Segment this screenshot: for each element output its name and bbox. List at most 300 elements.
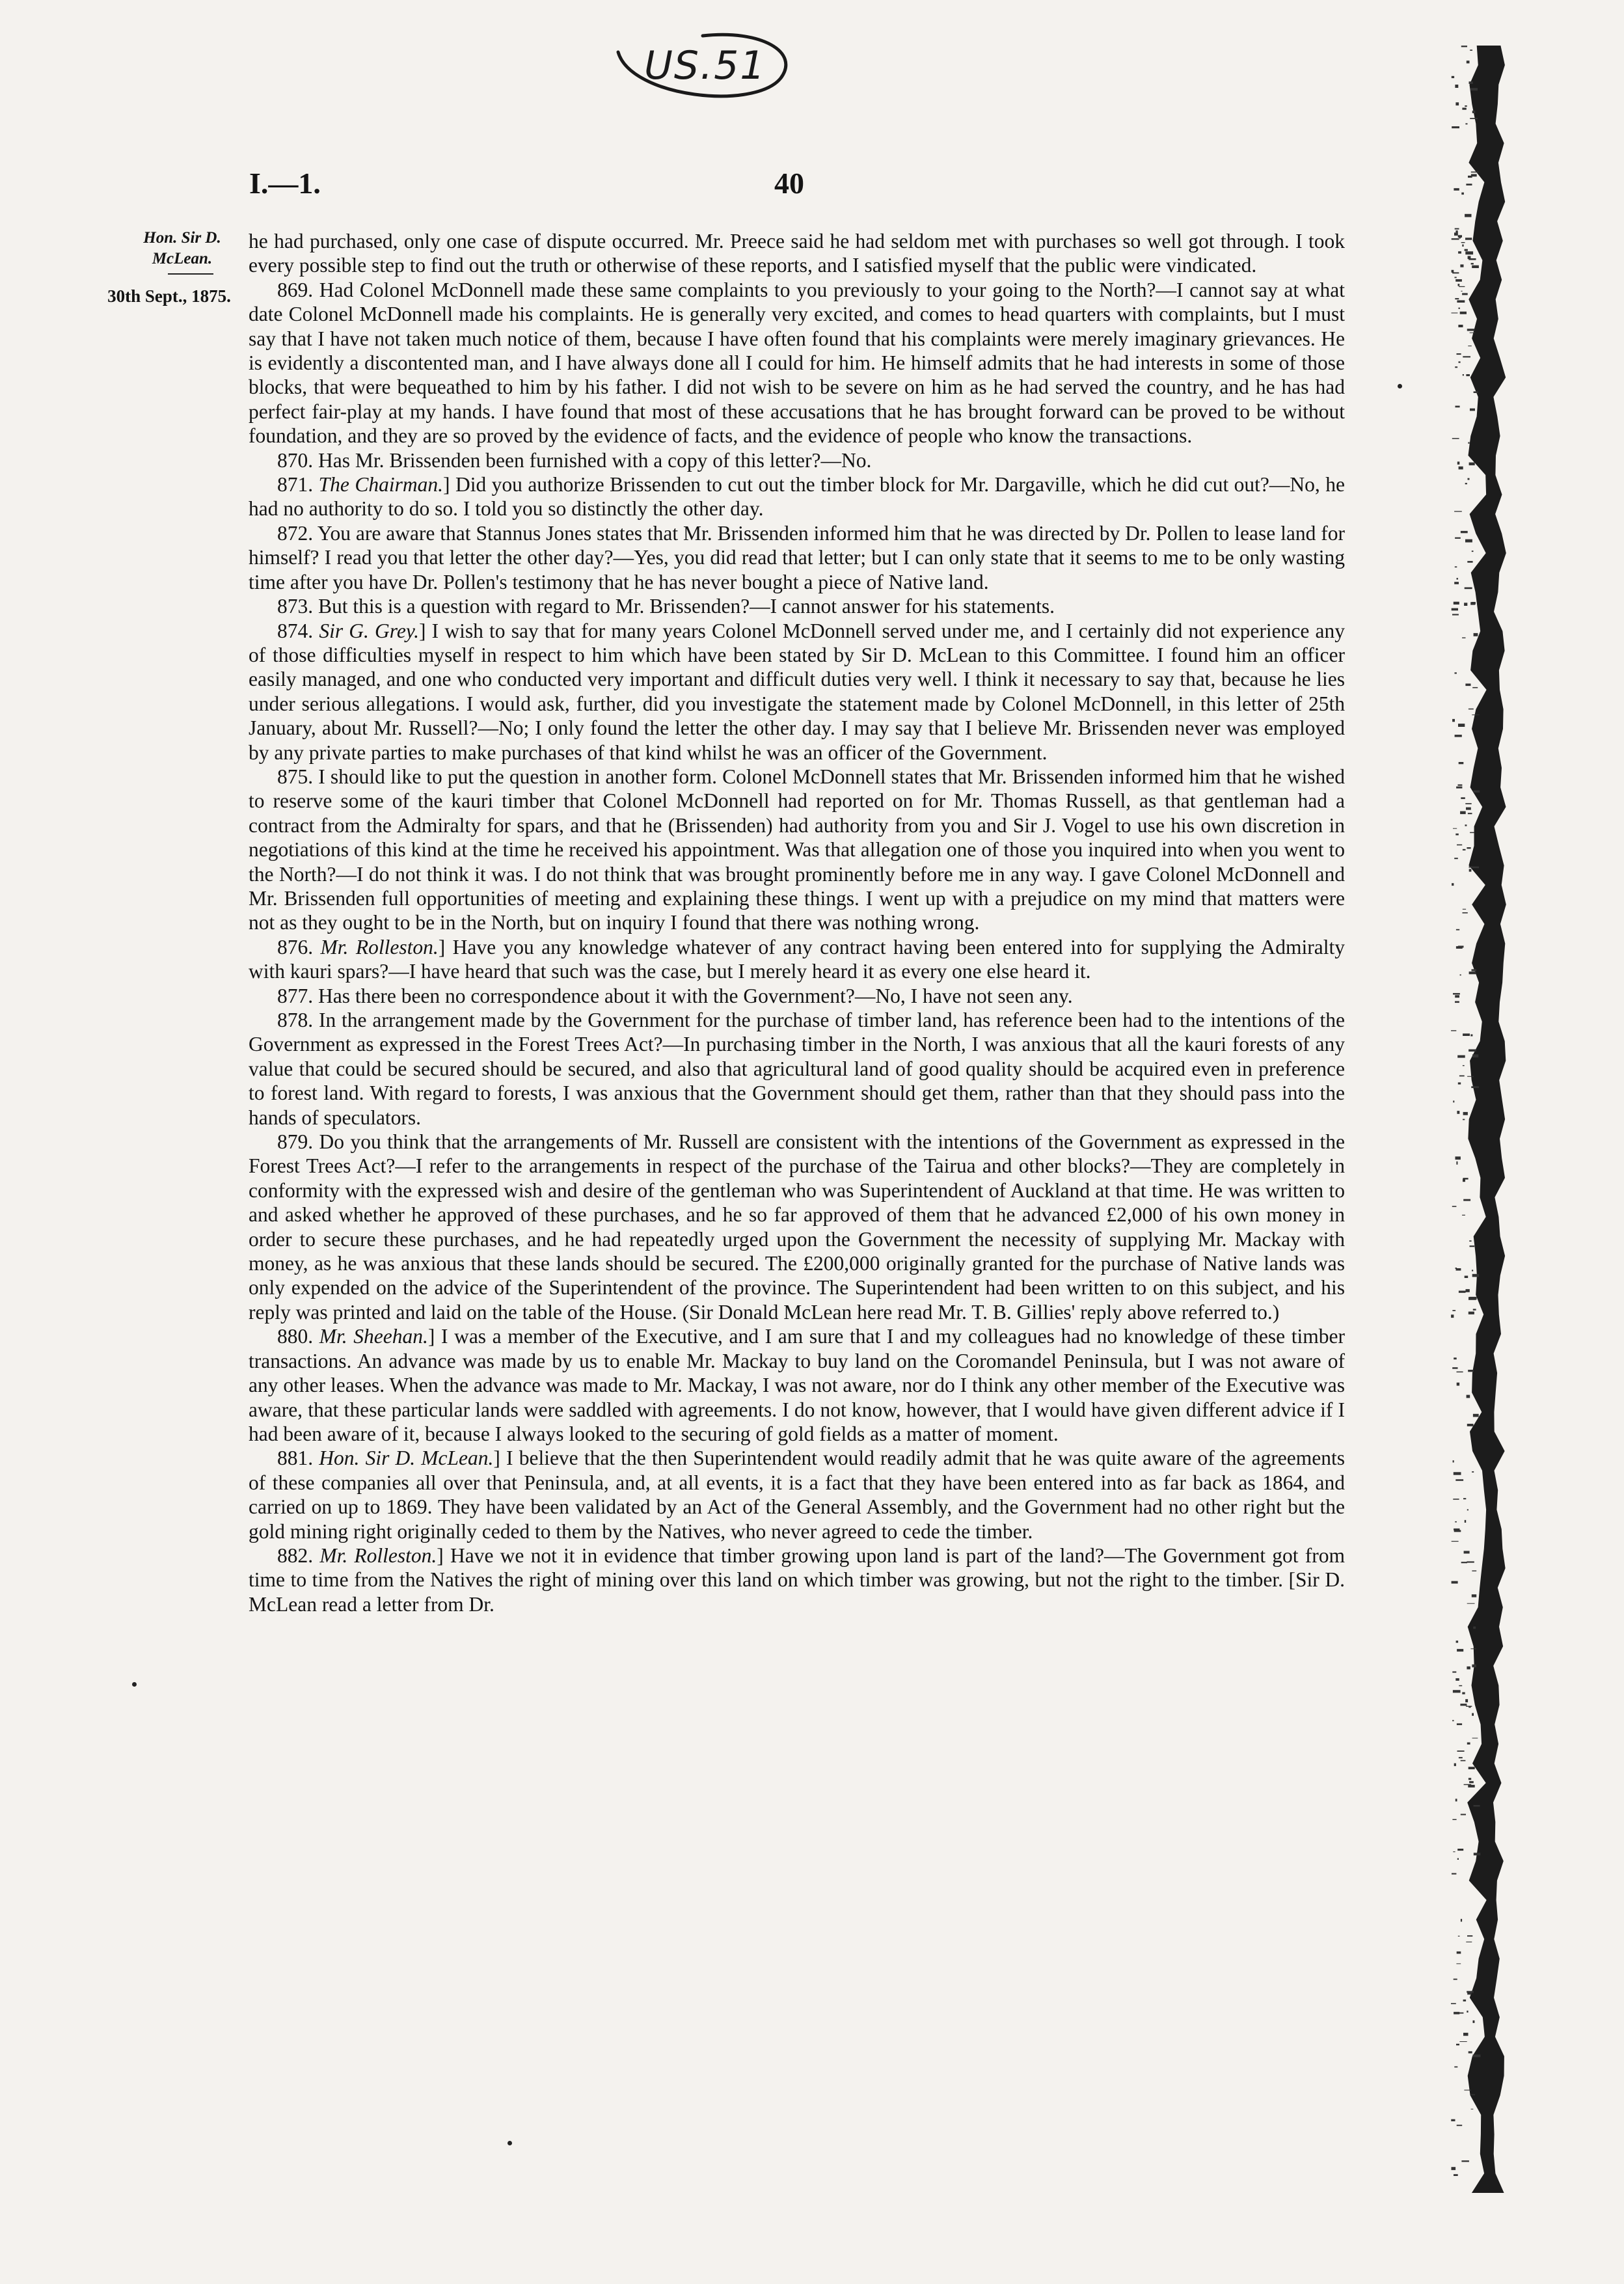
scan-edge-speck xyxy=(1467,1743,1470,1745)
scan-edge-speck xyxy=(1453,1100,1454,1102)
scan-edge-speck xyxy=(1472,687,1478,688)
scan-edge-speck xyxy=(1454,232,1458,236)
scan-edge-speck xyxy=(1463,1033,1470,1036)
scan-edge-speck xyxy=(1466,184,1472,185)
scan-edge-speck xyxy=(1465,824,1467,826)
scan-edge-speck xyxy=(1455,366,1457,368)
scan-edge-speck xyxy=(1452,76,1454,78)
scan-edge-speck xyxy=(1454,858,1458,859)
scan-edge-speck xyxy=(1467,1561,1474,1562)
scan-edge-speck xyxy=(1474,1805,1480,1807)
scan-edge-speck xyxy=(1469,972,1476,974)
scan-edge-speck xyxy=(1471,174,1477,177)
scan-edge-speck xyxy=(1469,463,1475,466)
annotation-text: US.51 xyxy=(644,43,766,88)
scan-edge-speck xyxy=(1472,969,1477,971)
scan-edge-speck xyxy=(1454,1529,1459,1530)
paragraph-text: ] I was a member of the Executive, and I am sure that I and my colleagues had no knowledge of these timber transactions. An advance was made by us to enable Mr. Mackay to buy land on the Coromandel Peninsula, but I was not aware of any other leases. When the advance was made to Mr. Mackay, I was not aware, nor do I think any other member of the Executive was aware, that these particular lands were saddled with agreements. I do not know, however, that I would have given different advice if I had been aware of it, because I always looked to the securing of gold fields as a matter of moment. xyxy=(249,1325,1345,1445)
scan-edge-speck xyxy=(1458,1082,1461,1084)
scan-edge-speck xyxy=(1454,582,1459,584)
paragraph-text: 875. I should like to put the question in another form. Colonel McDonnell states that Mr. Brissenden informed him that he wished to reserve some of the kauri timber that Colonel McDonnell had reported on for Mr. Thomas Russell, as that gentleman had a contract from the Admiralty for spars, and that he (Brissenden) had authority from you and Sir J. Vogel to use his own discretion in negotiations of this kind at the time he received his appointment. Was that allegation one of those you inquired into when you went to the North?—I do not think it was. I do not think that was brought prominently before me in any way. I gave Colonel McDonnell and Mr. Brissenden full opportunities of meeting and explaining these things. I went up with a prejudice on my mind that matters were not as they ought to be in the North, but on inquiry I found that there was nothing wrong. xyxy=(249,765,1345,934)
paragraph-text: ] Did you authorize Brissenden to cut out the timber block for Mr. Dargaville, which he did cut out?—No, he had no authority to do so. I told you so distinctly the other day. xyxy=(249,473,1345,521)
scan-edge-speck xyxy=(1470,409,1475,411)
scan-edge-speck xyxy=(1455,672,1457,673)
scan-edge-speck xyxy=(1455,102,1459,105)
scan-edge-speck xyxy=(1461,1760,1466,1761)
speaker-name: Mr. Rolleston. xyxy=(319,1543,437,1567)
question-number: 874. xyxy=(277,619,319,642)
scan-edge-speck xyxy=(1464,1551,1470,1553)
scan-edge-speck xyxy=(1452,126,1459,128)
scan-edge-speck xyxy=(1457,300,1465,303)
scan-edge-speck xyxy=(1458,784,1463,785)
margin-note xyxy=(85,228,260,306)
scan-edge-path xyxy=(1467,46,1506,2193)
scan-edge-speck xyxy=(1455,1521,1457,1523)
scan-edge-speck xyxy=(1460,974,1461,975)
scan-edge-speck xyxy=(1473,1627,1476,1629)
scan-edge-speck xyxy=(1452,438,1459,439)
scan-edge-speck xyxy=(1473,791,1480,793)
scan-edge-speck xyxy=(1460,811,1466,815)
scan-edge-speck xyxy=(1457,1383,1459,1386)
scan-edge-speck xyxy=(1464,1784,1472,1785)
scan-edge-speck xyxy=(1459,1291,1466,1293)
scan-edge-speck xyxy=(1459,467,1463,470)
scan-edge-speck xyxy=(1466,808,1471,810)
scan-edge-speck xyxy=(1459,762,1464,764)
scan-edge-speck xyxy=(1474,1853,1481,1855)
scan-edge-speck xyxy=(1453,1690,1461,1693)
scan-edge-speck xyxy=(1451,2003,1456,2004)
scan-edge-speck xyxy=(1472,1738,1478,1739)
scan-edge-speck xyxy=(1452,238,1459,239)
scan-edge-speck xyxy=(1469,867,1474,868)
speaker-name: Hon. Sir D. McLean. xyxy=(319,1447,494,1470)
scan-edge-speck xyxy=(1461,46,1467,47)
scan-edge-speck xyxy=(1455,1156,1461,1160)
page-number: 40 xyxy=(774,167,804,200)
scan-edge-speck xyxy=(1461,242,1465,243)
scan-edge-speck xyxy=(1468,258,1476,260)
scan-edge-speck xyxy=(1468,1785,1474,1788)
scan-edge-speck xyxy=(1457,1750,1465,1752)
question-number: 876. xyxy=(277,935,321,958)
scan-edge-speck xyxy=(1460,1704,1467,1706)
scan-edge-speck xyxy=(1455,1268,1457,1269)
scan-edge-speck xyxy=(1456,1640,1459,1642)
scan-edge-speck xyxy=(1472,1570,1476,1571)
scan-edge-speck xyxy=(1473,1309,1476,1310)
scan-edge-speck xyxy=(1467,1424,1474,1426)
scan-edge-speck xyxy=(1469,869,1472,871)
scan-edge-speck xyxy=(1454,188,1459,191)
scan-edge-speck xyxy=(1452,1541,1459,1542)
scan-edge-speck xyxy=(1465,539,1472,543)
scan-edge-speck xyxy=(1454,1472,1461,1475)
scan-edge-speck xyxy=(1455,1479,1463,1481)
question-number: 882. xyxy=(277,1543,320,1567)
scan-edge-speck xyxy=(1469,1240,1471,1242)
scan-edge-speck xyxy=(1452,272,1459,273)
scan-edge-speck xyxy=(1457,1723,1462,1725)
scan-edge-speck xyxy=(1455,298,1459,299)
scan-edge-speck xyxy=(1458,1936,1460,1937)
paragraph-text: ] I believe that the then Superintendent would readily admit that he was quite aware of the agreements of these companies all over that Peninsula, and, at all events, it is a fact that they have been entered into as far back as 1864, and carried on up to 1869. They have been validated by an Act of the General Assembly, and the Government had no other right but the gold mining right originally ceded to them by the Natives, who never agreed to cede the timber. xyxy=(249,1447,1346,1543)
paragraph-text: 877. Has there been no correspondence about it with the Government?—No, I have not seen any. xyxy=(277,984,1073,1007)
scan-edge-speck xyxy=(1459,286,1465,287)
paragraph-text: ] I wish to say that for many years Colonel McDonnell served under me, and I certainly did not experience any of those difficulties myself in respect to him which have been stated by Sir D. McLean to this Committee. I found him an officer easily managed, and one who conducted very important and difficult duties very well. I think it necessary to say that, because he lies under serious allegations. I would ask, further, did you investigate the statement made by Colonel McDonnell, in this letter of 25th January, about Mr. Russell?—No; I only found the letter the other day. I may say that I believe Mr. Brissenden never was employed by any private parties to make purchases of that kind whilst he was an officer of the Government. xyxy=(249,619,1346,764)
scan-edge-speck xyxy=(1452,1206,1457,1207)
scan-edge-speck xyxy=(1471,172,1479,173)
scan-edge-speck xyxy=(1457,578,1459,579)
scan-edge-speck xyxy=(1468,1050,1476,1052)
evidence-text xyxy=(249,229,1345,1616)
scan-edge-speck xyxy=(1456,1963,1461,1964)
scan-edge-speck xyxy=(1474,633,1478,636)
paragraph-text: 878. In the arrangement made by the Government for the purchase of timber land, has reference been had to the intentions of the Government as expressed in the Forest Trees Act?—In purchasing timber in the North, I was anxious that all the kauri forests of any value that could be secured should be secured, and also that agricultural land of good quality should be acquired even in preference to forest land. With regard to forests, I was anxious that the Government should get them, rather than that they should pass into the hands of speculators. xyxy=(249,1009,1345,1129)
scan-edge-speck xyxy=(1459,1757,1463,1758)
scan-edge-speck xyxy=(1470,1297,1477,1299)
scan-edge-speck xyxy=(1473,1414,1479,1417)
scan-edge-speck xyxy=(1452,312,1458,313)
scan-edge-speck xyxy=(1472,1274,1480,1277)
evidence-paragraph xyxy=(249,594,1345,618)
scan-edge-speck xyxy=(1463,1119,1465,1121)
scan-edge-speck xyxy=(1462,1215,1465,1216)
scan-edge-speck xyxy=(1470,1035,1472,1037)
scan-speck xyxy=(508,2141,512,2145)
scan-edge-speck xyxy=(1454,602,1459,605)
scan-edge-speck xyxy=(1452,270,1454,273)
evidence-paragraph xyxy=(249,1130,1345,1324)
scan-edge-speck xyxy=(1452,1873,1456,1875)
scan-edge-speck xyxy=(1472,867,1479,869)
scan-edge-speck xyxy=(1465,588,1472,590)
scan-edge-speck xyxy=(1465,483,1467,484)
scan-edge-speck xyxy=(1455,228,1459,230)
scan-edge-speck xyxy=(1452,1310,1455,1311)
scan-edge-speck xyxy=(1452,883,1454,886)
margin-date: 30th Sept., 1875. xyxy=(107,286,231,306)
evidence-paragraph xyxy=(249,1543,1345,1616)
scan-edge-speck xyxy=(1456,1162,1457,1165)
scan-edge-speck xyxy=(1470,1648,1476,1649)
scan-edge-speck xyxy=(1457,1055,1465,1058)
scan-edge-speck xyxy=(1452,1367,1457,1369)
evidence-paragraph xyxy=(249,448,1345,472)
scan-edge-speck xyxy=(1452,2167,1456,2170)
scan-edge-speck xyxy=(1454,2012,1459,2015)
scan-edge-speck xyxy=(1452,719,1455,722)
scan-edge-speck xyxy=(1463,2000,1467,2002)
scan-edge-speck xyxy=(1470,49,1472,51)
speaker-name: Mr. Rolleston. xyxy=(320,935,439,958)
evidence-paragraph xyxy=(249,472,1345,521)
scan-edge-speck xyxy=(1451,1030,1456,1031)
scan-edge-speck xyxy=(1468,2051,1472,2053)
scan-edge-speck xyxy=(1461,1919,1462,1922)
scan-edge-speck xyxy=(1461,797,1465,799)
scan-edge-speck xyxy=(1455,566,1457,567)
scan-edge-speck xyxy=(1463,1179,1465,1182)
scan-edge-speck xyxy=(1457,461,1460,465)
scan-edge-speck xyxy=(1472,1270,1473,1271)
scan-edge-speck xyxy=(1462,245,1463,247)
document-reference: I.—1. xyxy=(249,167,321,200)
scan-edge-speck xyxy=(1472,602,1476,605)
scan-edge-speck xyxy=(1470,88,1478,90)
scan-edge-speck xyxy=(1456,787,1462,789)
scan-edge-speck xyxy=(1468,478,1470,480)
scan-edge-speck xyxy=(1453,828,1457,829)
scan-edge-shadow xyxy=(1448,46,1509,2193)
scan-edge-speck xyxy=(1455,279,1462,282)
scan-edge-speck xyxy=(1453,1851,1455,1852)
scan-edge-speck xyxy=(1473,2020,1475,2023)
scan-speck xyxy=(132,1682,137,1687)
scan-edge-speck xyxy=(1463,849,1466,850)
scan-edge-speck xyxy=(1468,709,1474,710)
scan-edge-speck xyxy=(1470,118,1478,119)
scan-edge-speck xyxy=(1467,1395,1470,1398)
scan-edge-speck xyxy=(1460,312,1467,314)
scan-edge-speck xyxy=(1455,834,1459,836)
scan-edge-speck xyxy=(1461,531,1468,533)
scan-edge-speck xyxy=(1472,1054,1478,1057)
scan-edge-speck xyxy=(1458,251,1461,254)
scan-edge-speck xyxy=(1463,374,1464,375)
scan-edge-speck xyxy=(1457,1372,1463,1373)
scan-edge-speck xyxy=(1468,442,1469,443)
scan-edge-speck xyxy=(1467,61,1470,63)
scan-edge-speck xyxy=(1459,2013,1463,2014)
scan-edge-speck xyxy=(1467,561,1472,563)
scan-edge-speck xyxy=(1461,2160,1469,2162)
scan-edge-speck xyxy=(1461,1814,1466,1815)
evidence-paragraph xyxy=(249,521,1345,594)
scan-edge-speck xyxy=(1467,329,1475,331)
scan-edge-speck xyxy=(1468,1778,1471,1780)
scan-edge-speck xyxy=(1454,1357,1457,1359)
scan-edge-speck xyxy=(1463,1199,1470,1201)
scan-edge-speck xyxy=(1460,264,1463,267)
scan-edge-speck xyxy=(1451,2119,1455,2121)
evidence-paragraph xyxy=(249,765,1345,935)
scan-edge-speck xyxy=(1454,2174,1458,2176)
scan-edge-speck xyxy=(1472,265,1479,268)
scan-edge-speck xyxy=(1457,1111,1459,1114)
evidence-paragraph xyxy=(249,935,1345,984)
scan-edge-speck xyxy=(1464,603,1467,606)
margin-rule xyxy=(168,273,213,275)
question-number: 880. xyxy=(277,1325,319,1348)
scan-edge-speck xyxy=(1452,614,1459,616)
scan-edge-speck xyxy=(1452,1672,1456,1673)
scan-edge-speck xyxy=(1455,995,1459,998)
scan-edge-speck xyxy=(1452,608,1458,611)
scan-edge-speck xyxy=(1456,2044,1459,2046)
scan-edge-speck xyxy=(1465,1276,1468,1279)
scan-edge-speck xyxy=(1457,1849,1463,1851)
question-number: 871. xyxy=(277,473,319,496)
scan-edge-speck xyxy=(1463,1498,1466,1499)
scan-edge-speck xyxy=(1461,291,1463,292)
scan-edge-speck xyxy=(1454,1979,1457,1980)
scan-edge-speck xyxy=(1467,1935,1472,1937)
scan-edge-speck xyxy=(1471,263,1474,264)
paragraph-text: ] Have we not it in evidence that timber growing upon land is part of the land?—The Government got from time to time from the Natives the right of mining over this land on which timber was growing, but not the right to the timber. [Sir D. McLean read a letter from Dr. xyxy=(249,1543,1345,1616)
scan-edge-speck xyxy=(1455,1678,1459,1681)
scan-edge-speck xyxy=(1471,1086,1479,1088)
paragraph-text: 879. Do you think that the arrangements of Mr. Russell are consistent with the intentions of the Government as expressed in the Forest Trees Act?—I refer to the arrangements in respect of the purchase of the Tairua and other blocks?—They are completely in conformity with the expressed wish and desire of the gentleman who was Superintendent of Auckland at that time. He was written to and asked whether he approved of these purchases, and he so far approved of them that he advanced £2,000 of his own money in order to secure these purchases, and he had repeatedly urged upon the Government the necessity of supplying Mr. Mackay with money, as he was anxious that these lands should be secured. The £200,000 originally granted for the purchase of Native lands was only expended on the advice of the Superintendent of the province. The Superintendent had been written to on this subject, and his reply was printed and laid on the table of the House. (Sir Donald McLean here read Mr. T. B. Gillies' reply above referred to.) xyxy=(249,1130,1345,1324)
margin-speaker: Hon. Sir D. McLean. xyxy=(143,229,221,267)
scan-edge-speck xyxy=(1458,308,1460,309)
scan-edge-speck xyxy=(1452,1720,1454,1721)
scan-edge-speck xyxy=(1455,1001,1459,1003)
scan-edge-speck xyxy=(1458,945,1464,947)
scan-edge-speck xyxy=(1454,1763,1456,1766)
scan-edge-speck xyxy=(1451,1314,1454,1318)
handwritten-annotation xyxy=(605,26,800,117)
scan-edge-speck xyxy=(1466,1289,1470,1292)
scan-edge-speck xyxy=(1455,1799,1457,1801)
scan-edge-speck xyxy=(1467,1076,1474,1077)
paragraph-text: 872. You are aware that Stannus Jones states that Mr. Brissenden informed him that he was directed by Dr. Pollen to lease land for himself? I read you that letter the other day?—Yes, you did read that letter; but I can only state that it seems to me to be only wasting time after you have Dr. Pollen's testimony that he has never bought a piece of Native land. xyxy=(249,521,1345,593)
paragraph-text: he had purchased, only one case of dispute occurred. Mr. Preece said he had seldom met with purchases so well got through. I took every possible step to find out the truth or otherwise of these reports, and I satisfied myself that the public were vindicated. xyxy=(249,230,1345,277)
scan-edge-speck xyxy=(1459,1685,1462,1687)
scan-edge-speck xyxy=(1465,251,1473,254)
scan-edge-speck xyxy=(1457,1951,1461,1954)
scan-edge-speck xyxy=(1459,1076,1465,1077)
paragraph-text: ] Have you any knowledge whatever of any contract having been entered into for supplying the Admiralty with kauri spars?—I have heard that such was the case, but I merely heard it as every one else heard it. xyxy=(249,935,1345,983)
evidence-paragraph xyxy=(249,229,1345,278)
scan-edge-speck xyxy=(1466,374,1470,376)
speaker-name: The Chairman. xyxy=(318,473,443,496)
evidence-paragraph xyxy=(249,619,1345,765)
evidence-paragraph xyxy=(249,984,1345,1008)
paragraph-text: 873. But this is a question with regard to Mr. Brissenden?—I cannot answer for his statements. xyxy=(277,595,1055,618)
scan-edge-speck xyxy=(1471,2094,1475,2095)
scan-edge-speck xyxy=(1467,1509,1468,1510)
scan-edge-speck xyxy=(1467,1603,1475,1604)
scan-edge-speck xyxy=(1472,714,1480,715)
scan-edge-speck xyxy=(1472,111,1476,113)
scan-edge-speck xyxy=(1461,193,1464,195)
speaker-name: Sir G. Grey. xyxy=(319,619,419,642)
scan-edge-speck xyxy=(1465,684,1470,687)
scan-edge-speck xyxy=(1454,2067,1457,2068)
scan-edge-speck xyxy=(1468,1767,1475,1769)
scan-edge-speck xyxy=(1472,551,1474,552)
scan-edge-speck xyxy=(1472,1471,1474,1473)
evidence-paragraph xyxy=(249,278,1345,448)
scan-edge-speck xyxy=(1465,1699,1468,1702)
scan-edge-speck xyxy=(1461,1562,1467,1563)
scan-edge-speck xyxy=(1453,1499,1459,1500)
scan-edge-speck xyxy=(1458,325,1463,327)
scan-edge-speck xyxy=(1457,845,1462,846)
scan-edge-speck xyxy=(1472,1713,1474,1716)
scan-edge-speck xyxy=(1468,1370,1474,1372)
scan-edge-speck xyxy=(1453,993,1460,994)
scan-edge-speck xyxy=(1467,2011,1468,2013)
scan-edge-speck xyxy=(1465,238,1472,239)
scan-edge-speck xyxy=(1468,1706,1470,1708)
scan-edge-speck xyxy=(1455,537,1461,539)
scan-edge-speck xyxy=(1470,1245,1475,1247)
scan-edge-speck xyxy=(1462,293,1468,295)
scan-edge-speck xyxy=(1455,277,1457,279)
scan-edge-speck xyxy=(1452,1581,1458,1584)
scan-edge-speck xyxy=(1463,1112,1468,1115)
scan-edge-speck xyxy=(1472,1594,1476,1597)
scan-edge-speck xyxy=(1465,249,1468,251)
scan-edge-speck xyxy=(1467,1666,1470,1670)
scan-edge-speck xyxy=(1463,909,1466,910)
scan-edge-speck xyxy=(1457,353,1461,355)
scan-edge-speck xyxy=(1458,724,1465,727)
scan-edge-speck xyxy=(1459,238,1461,239)
paragraph-text: 869. Had Colonel McDonnell made these same complaints to you previously to your going to the North?—I cannot say at what date Colonel McDonnell made his complaints. He is generally very excited, and comes to head quarters with complaints, but I must say that I have not taken much notice of them, because I have often found that his complaints were merely imaginary grievances. He is evidently a discontented man, and I have always done all I could for him. He himself admits that he had interests in some of those blocks, that were bequeathed to him by his father. I did not wish to be severe on him as he had served the country, and he has had perfect fair-play at my hands. I have found that most of these accusations that he has brought forward can be proved to be without foundation, and they are so proved by the evidence of facts, and the evidence of people who know the transactions. xyxy=(249,278,1345,448)
scan-edge-speck xyxy=(1463,912,1468,914)
scan-edge-speck xyxy=(1465,105,1467,107)
evidence-paragraph xyxy=(249,1324,1345,1446)
evidence-paragraph xyxy=(249,1008,1345,1130)
scan-edge-speck xyxy=(1469,1781,1474,1783)
scan-edge-speck xyxy=(1456,929,1459,931)
scan-edge-speck xyxy=(1457,2125,1463,2126)
scan-edge-speck xyxy=(1465,214,1471,217)
scan-edge-speck xyxy=(1465,1520,1466,1523)
scan-edge-speck xyxy=(1467,1992,1471,1995)
question-number: 881. xyxy=(277,1447,319,1470)
scan-edge-speck xyxy=(1469,81,1473,84)
scan-edge-speck xyxy=(1474,391,1478,393)
scan-edge-speck xyxy=(1458,284,1460,286)
scan-edge-speck xyxy=(1464,2090,1471,2091)
scan-edge-speck xyxy=(1457,1858,1459,1860)
evidence-paragraph xyxy=(249,1446,1345,1543)
scan-edge-speck xyxy=(1453,1460,1454,1462)
scan-edge-speck xyxy=(1462,1693,1465,1694)
scan-edge-speck xyxy=(1471,2109,1474,2110)
scan-speck xyxy=(1398,384,1402,388)
scan-edge-speck xyxy=(1462,108,1466,110)
scan-edge-speck xyxy=(1463,2033,1468,2036)
scan-edge-speck xyxy=(1457,1649,1463,1652)
scan-edge-speck xyxy=(1465,803,1471,804)
scan-edge-speck xyxy=(1463,1065,1465,1066)
scan-edge-speck xyxy=(1455,406,1460,408)
scan-edge-speck xyxy=(1468,1312,1474,1314)
scan-edge-speck xyxy=(1465,123,1467,124)
speaker-name: Mr. Sheehan. xyxy=(319,1325,428,1348)
scan-edge-speck xyxy=(1459,361,1461,362)
scan-edge-speck xyxy=(1472,1665,1476,1668)
scan-edge-speck xyxy=(1473,2054,1481,2057)
scan-edge-speck xyxy=(1468,813,1472,814)
scan-edge-speck xyxy=(1470,832,1474,834)
scan-edge-speck xyxy=(1459,2041,1467,2042)
scan-edge-speck xyxy=(1455,735,1462,737)
scan-edge-speck xyxy=(1463,356,1470,357)
scan-edge-speck xyxy=(1458,235,1462,238)
paragraph-text: 870. Has Mr. Brissenden been furnished with a copy of this letter?—No. xyxy=(277,448,872,472)
scan-edge-speck xyxy=(1455,85,1458,88)
scan-edge-speck xyxy=(1452,1819,1456,1821)
scan-edge-speck xyxy=(1467,847,1470,849)
